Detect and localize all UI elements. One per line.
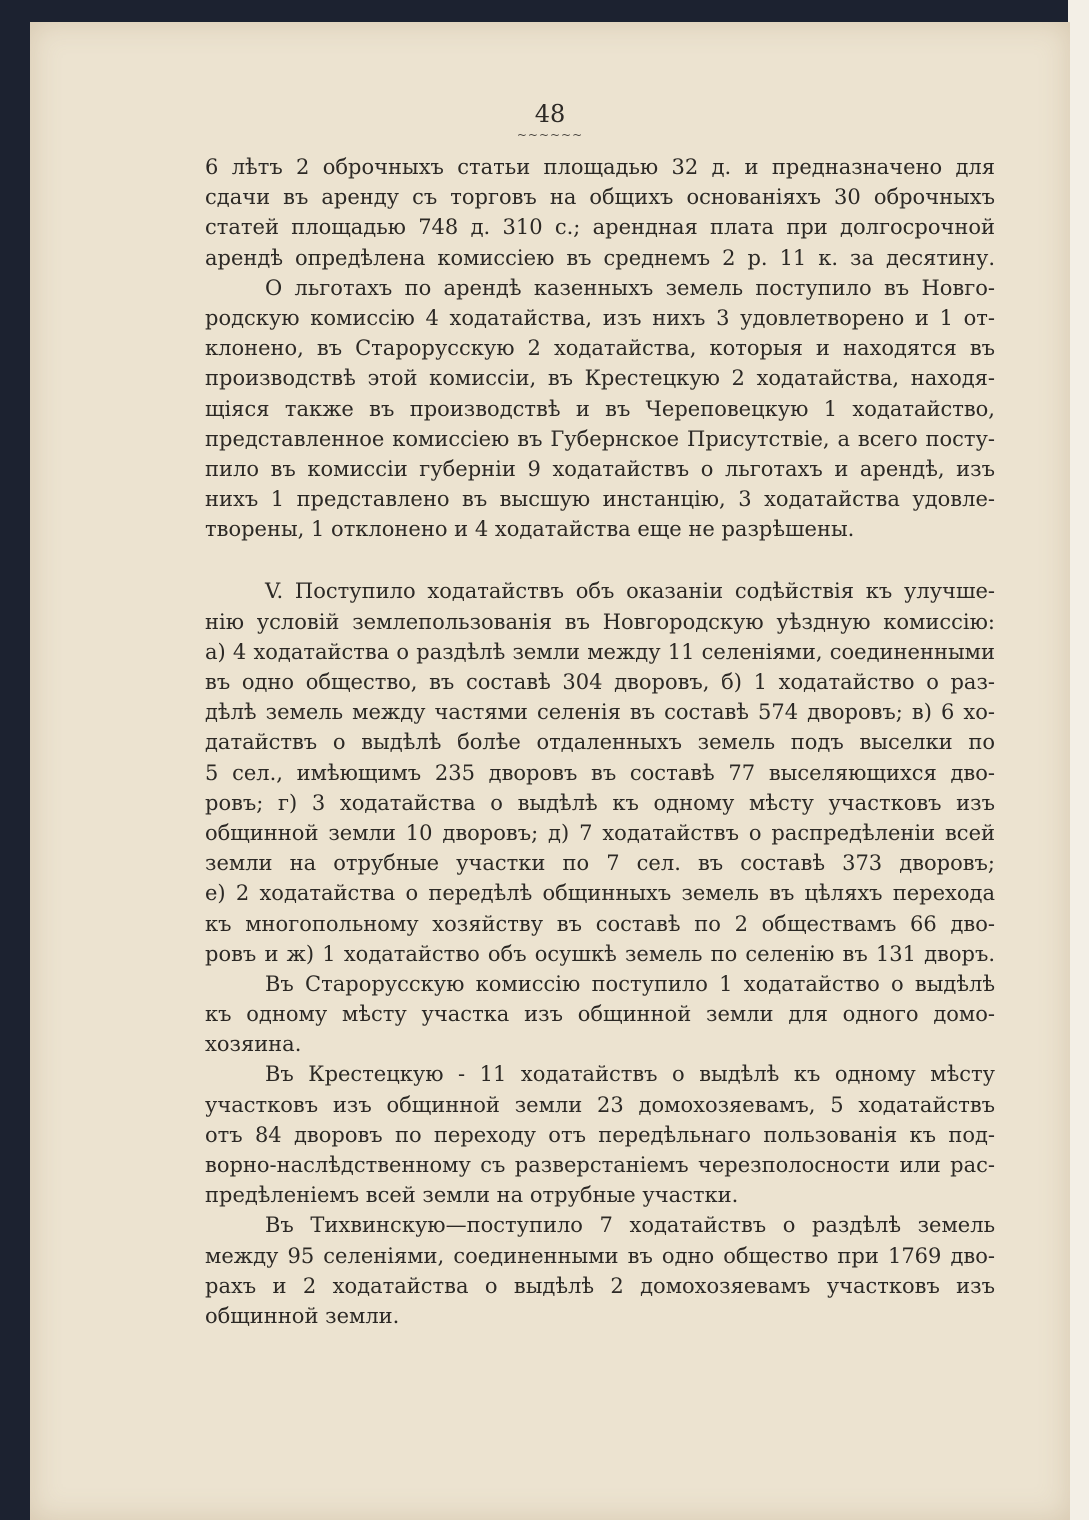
text-line: дѣлѣ земель между частями селенія въ составѣ 574 дворовъ; в) 6 хо- — [205, 700, 995, 725]
book-page — [30, 22, 1070, 1520]
text-line: творены, 1 отклонено и 4 ходатайства еще не разрѣшены. — [205, 517, 855, 542]
text-line: V. Поступило ходатайствъ объ оказаніи содѣйствія къ улучше- — [265, 579, 995, 604]
text-line: предѣленіемъ всей земли на отрубные участки. — [205, 1183, 739, 1208]
section-v — [205, 576, 995, 968]
page-number: 48 — [534, 100, 566, 128]
text-line: датайствъ о выдѣлѣ болѣе отдаленныхъ земель подъ выселки по — [205, 730, 995, 755]
text-line: ровъ; г) 3 ходатайства о выдѣлѣ къ одному мѣсту участковъ изъ — [205, 790, 995, 815]
section-gap — [205, 544, 995, 576]
paragraph — [205, 1210, 995, 1331]
text-line: 5 сел., имѣющимъ 235 дворовъ въ составѣ 77 выселяющихся дво- — [205, 760, 995, 785]
text-line: рахъ и 2 ходатайства о выдѣлѣ 2 домохозяевамъ участковъ изъ — [205, 1273, 995, 1298]
page-text — [205, 152, 995, 1331]
text-line: къ одному мѣсту участка изъ общинной земли для одного домо- — [205, 1002, 995, 1027]
text-line: статей площадью 748 д. 310 с.; арендная плата при долгосрочной — [205, 215, 995, 240]
page-edge — [1068, 0, 1089, 1520]
text-line: Въ Крестецкую - 11 ходатайствъ о выдѣлѣ къ одному мѣсту — [265, 1062, 995, 1087]
text-line: земли на отрубные участки по 7 сел. въ составѣ 373 дворовъ; — [205, 851, 995, 876]
text-line: пило въ комиссіи губерніи 9 ходатайствъ о льготахъ и арендѣ, изъ — [205, 456, 995, 481]
text-line: въ одно общество, въ составѣ 304 дворовъ, б) 1 ходатайство о раз- — [205, 670, 995, 694]
text-line: нію условій землепользованія въ Новгородскую уѣздную комиссію: — [205, 609, 995, 634]
text-line: производствѣ этой комиссіи, въ Крестецкую 2 ходатайства, находя- — [205, 366, 995, 391]
paragraph — [205, 273, 995, 545]
text-line: между 95 селеніями, соединенными въ одно общество при 1769 дво- — [205, 1243, 995, 1268]
text-line: нихъ 1 представлено въ высшую инстанцію, 3 ходатайства удовле- — [205, 487, 995, 512]
text-line: е) 2 ходатайства о передѣлѣ общинныхъ земель въ цѣляхъ перехода — [205, 881, 995, 906]
text-line: клонено, въ Старорусскую 2 ходатайства, которыя и находятся въ — [205, 336, 995, 361]
text-line: сдачи въ аренду съ торговъ на общихъ основаніяхъ 30 оброчныхъ — [205, 185, 995, 210]
text-line: участковъ изъ общинной земли 23 домохозяевамъ, 5 ходатайствъ — [205, 1092, 995, 1117]
text-line: общинной земли 10 дворовъ; д) 7 ходатайствъ о распредѣленіи всей — [205, 820, 995, 845]
text-line: ворно-наслѣдственному съ разверстаніемъ черезполосности или рас- — [205, 1153, 995, 1177]
text-line: О льготахъ по арендѣ казенныхъ земель поступило въ Новго- — [265, 275, 995, 300]
text-line: хозяина. — [205, 1032, 302, 1057]
text-line: къ многопольному хозяйству въ составѣ по 2 обществамъ 66 дво- — [205, 911, 995, 936]
text-line: ровъ и ж) 1 ходатайство объ осушкѣ земель по селенію въ 131 дворъ. — [205, 941, 995, 966]
text-line: щіяся также въ производствѣ и въ Череповецкую 1 ходатайство, — [205, 396, 995, 421]
paragraph — [205, 1059, 995, 1210]
text-line: Въ Старорусскую комиссію поступило 1 ходатайство о выдѣлѣ — [265, 971, 995, 996]
text-line: Въ Тихвинскую—поступило 7 ходатайствъ о раздѣлѣ земель — [265, 1213, 995, 1238]
text-line: а) 4 ходатайства о раздѣлѣ земли между 11 селеніями, соединенными — [205, 639, 995, 664]
ornament-rule: ~~~~~~ — [516, 128, 584, 142]
text-line: представленное комиссіею въ Губернское Присутствіе, а всего посту- — [205, 426, 995, 451]
text-line: общинной земли. — [205, 1303, 400, 1328]
paragraph — [205, 152, 995, 273]
paragraph — [205, 969, 995, 1060]
text-line: 6 лѣтъ 2 оброчныхъ статьи площадью 32 д. и предназначено для — [205, 155, 995, 179]
text-line: арендѣ опредѣлена комиссіею въ среднемъ 2 р. 11 к. за десятину. — [205, 245, 995, 270]
text-line: отъ 84 дворовъ по переходу отъ передѣльнаго пользованія къ под- — [205, 1122, 995, 1147]
text-line: родскую комиссію 4 ходатайства, изъ нихъ 3 удовлетворено и 1 от- — [205, 305, 995, 330]
